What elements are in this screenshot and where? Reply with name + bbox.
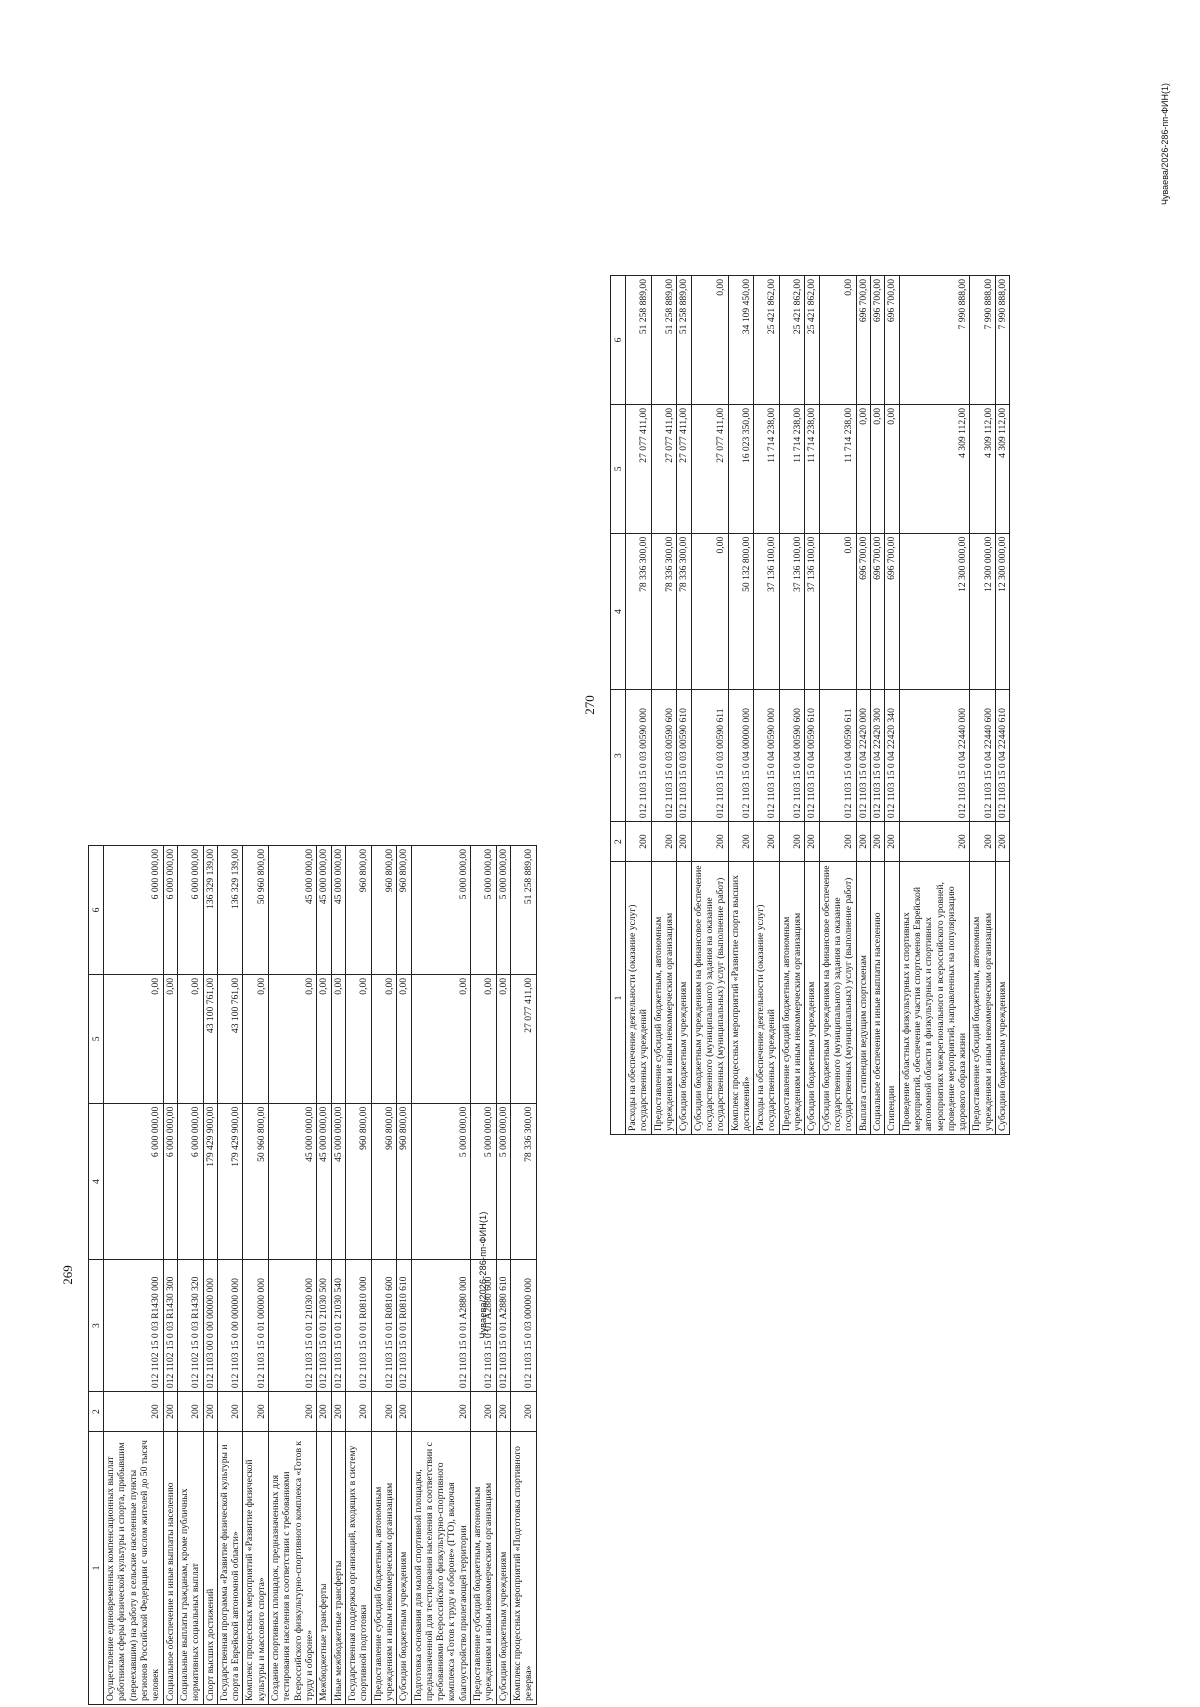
column-header: 4 [611, 533, 626, 689]
row-total-cell: 45 000 000,00 [317, 846, 331, 975]
table-row [677, 276, 691, 1135]
row-classification-cell: 012 1103 15 0 01 00000 000 [243, 1260, 269, 1392]
table-row [819, 276, 856, 1135]
row-amount-cell: 12 300 000,00 [899, 533, 970, 689]
row-code-cell: 200 [177, 1392, 203, 1432]
row-total-cell: 696 700,00 [885, 276, 899, 405]
page-number: 269 [60, 1265, 75, 1285]
row-change-cell: 11 714 238,00 [779, 404, 805, 533]
row-total-cell: 960 800,00 [345, 846, 371, 975]
row-change-cell: 0,00 [177, 974, 203, 1103]
table-row [996, 276, 1010, 1135]
row-classification-cell: 012 1103 15 0 04 00590 611 [819, 690, 856, 822]
row-total-cell: 5 000 000,00 [471, 846, 497, 975]
row-name-cell: Предоставление субсидий бюджетным, автономным учреждениям и иным некоммерческим организациям [779, 861, 805, 1134]
row-amount-cell: 0,00 [819, 533, 856, 689]
row-amount-cell: 12 300 000,00 [970, 533, 996, 689]
row-amount-cell: 960 800,00 [345, 1103, 371, 1259]
row-change-cell: 27 077 411,00 [511, 974, 537, 1103]
row-classification-cell: 012 1103 15 0 04 22440 610 [996, 690, 1010, 822]
row-total-cell: 7 990 888,00 [970, 276, 996, 405]
row-code-cell: 200 [856, 822, 870, 862]
row-change-cell: 0,00 [331, 974, 345, 1103]
row-classification-cell: 012 1103 00 0 00 00000 000 [203, 1260, 217, 1392]
row-total-cell: 7 990 888,00 [996, 276, 1010, 405]
row-code-cell: 200 [885, 822, 899, 862]
row-change-cell: 0,00 [317, 974, 331, 1103]
row-total-cell: 50 960 800,00 [243, 846, 269, 975]
row-name-cell: Создание спортивных площадок, предназначенных для тестирования населения в соответствии с требованиями Всероссийского физкультурно-спортивного комплекса «Готов к труду и обороне» [269, 1431, 317, 1704]
row-classification-cell: 012 1103 15 0 01 21030 000 [269, 1260, 317, 1392]
row-name-cell: Предоставление субсидий бюджетным, автономным учреждениям и иным некоммерческим организациям [970, 861, 996, 1134]
row-amount-cell: 5 000 000,00 [496, 1103, 510, 1259]
column-header: 2 [89, 1392, 104, 1432]
row-classification-cell: 012 1103 15 0 01 R0810 600 [371, 1260, 397, 1392]
table-row [626, 276, 652, 1135]
row-name-cell: Субсидии бюджетным учреждениям [677, 861, 691, 1134]
row-amount-cell: 6 000 000,00 [104, 1103, 164, 1259]
table-row [805, 276, 819, 1135]
row-name-cell: Субсидии бюджетным учреждениям [397, 1431, 411, 1704]
row-name-cell: Субсидии бюджетным учреждениям на финансовое обеспечение государственного (муниципального) задания на оказание государственных (муниципальных) услуг (выполнение работ) [819, 861, 856, 1134]
row-total-cell: 7 990 888,00 [899, 276, 970, 405]
row-change-cell: 0,00 [885, 404, 899, 533]
row-code-cell: 200 [243, 1392, 269, 1432]
table-header-row [89, 846, 104, 1705]
row-name-cell: Расходы на обеспечение деятельности (оказание услуг) государственных учреждений [754, 861, 780, 1134]
row-amount-cell: 696 700,00 [870, 533, 884, 689]
row-change-cell: 0,00 [269, 974, 317, 1103]
row-code-cell: 200 [163, 1392, 177, 1432]
table-row [411, 846, 471, 1705]
row-change-cell: 0,00 [345, 974, 371, 1103]
row-code-cell: 200 [805, 822, 819, 862]
row-amount-cell: 78 336 300,00 [651, 533, 677, 689]
row-amount-cell: 45 000 000,00 [269, 1103, 317, 1259]
row-name-cell: Выплата стипендии ведущим спортсменам [856, 861, 870, 1134]
table-row [754, 276, 780, 1135]
row-classification-cell: 012 1103 15 0 03 00000 000 [511, 1260, 537, 1392]
row-amount-cell: 5 000 000,00 [411, 1103, 471, 1259]
row-classification-cell: 012 1103 15 0 01 R0810 000 [345, 1260, 371, 1392]
row-amount-cell: 50 132 800,00 [728, 533, 754, 689]
row-total-cell: 136 329 139,00 [203, 846, 217, 975]
row-total-cell: 6 000 000,00 [104, 846, 164, 975]
row-name-cell: Субсидии бюджетным учреждениям [805, 861, 819, 1134]
row-total-cell: 51 258 889,00 [651, 276, 677, 405]
row-code-cell: 200 [317, 1392, 331, 1432]
row-code-cell: 200 [331, 1392, 345, 1432]
row-amount-cell: 37 136 100,00 [779, 533, 805, 689]
row-amount-cell: 78 336 300,00 [511, 1103, 537, 1259]
page-footer: Чуваева/2026-286-пп-ФИН(1) [478, 1211, 488, 1339]
row-name-cell: Спорт высших достижений [203, 1431, 217, 1704]
document-page-269 [60, 845, 535, 1705]
table-row [331, 846, 345, 1705]
row-code-cell: 200 [397, 1392, 411, 1432]
row-classification-cell: 012 1103 15 0 03 00590 610 [677, 690, 691, 822]
table-header-row [611, 276, 626, 1135]
row-total-cell: 51 258 889,00 [626, 276, 652, 405]
row-total-cell: 6 000 000,00 [177, 846, 203, 975]
row-classification-cell: 012 1103 15 0 01 21030 540 [331, 1260, 345, 1392]
column-header: 6 [611, 276, 626, 405]
row-change-cell: 11 714 238,00 [754, 404, 780, 533]
table-row [104, 846, 164, 1705]
column-header: 2 [611, 822, 626, 862]
row-classification-cell: 012 1103 15 0 01 R0810 610 [397, 1260, 411, 1392]
row-classification-cell: 012 1103 15 0 04 22440 600 [970, 690, 996, 822]
row-code-cell: 200 [203, 1392, 217, 1432]
row-total-cell: 6 000 000,00 [163, 846, 177, 975]
row-amount-cell: 0,00 [691, 533, 728, 689]
row-name-cell: Межбюджетные трансферты [317, 1431, 331, 1704]
row-amount-cell: 6 000 000,00 [177, 1103, 203, 1259]
table-row [870, 276, 884, 1135]
row-classification-cell: 012 1103 15 0 04 22440 000 [899, 690, 970, 822]
row-change-cell: 0,00 [104, 974, 164, 1103]
row-name-cell: Субсидии бюджетным учреждениям [496, 1431, 510, 1704]
row-amount-cell: 5 000 000,00 [471, 1103, 497, 1259]
row-total-cell: 34 109 450,00 [728, 276, 754, 405]
row-code-cell: 200 [511, 1392, 537, 1432]
row-amount-cell: 50 960 800,00 [243, 1103, 269, 1259]
row-code-cell: 200 [371, 1392, 397, 1432]
row-code-cell: 200 [870, 822, 884, 862]
row-classification-cell: 012 1103 15 0 03 00590 600 [651, 690, 677, 822]
row-total-cell: 696 700,00 [856, 276, 870, 405]
column-header: 5 [89, 974, 104, 1103]
row-classification-cell: 012 1103 15 0 04 00590 000 [754, 690, 780, 822]
row-change-cell: 16 023 350,00 [728, 404, 754, 533]
document-page-270 [582, 275, 1009, 1135]
budget-table [88, 845, 537, 1705]
row-code-cell: 200 [996, 822, 1010, 862]
row-total-cell: 25 421 862,00 [779, 276, 805, 405]
row-change-cell: 27 077 411,00 [626, 404, 652, 533]
row-code-cell: 200 [779, 822, 805, 862]
row-name-cell: Государственная программа «Развитие физической культуры и спорта в Еврейской автономной области» [217, 1431, 243, 1704]
row-amount-cell: 45 000 000,00 [331, 1103, 345, 1259]
row-name-cell: Субсидии бюджетным учреждениям [996, 861, 1010, 1134]
row-change-cell: 4 309 112,00 [996, 404, 1010, 533]
row-amount-cell: 696 700,00 [856, 533, 870, 689]
row-code-cell: 200 [104, 1392, 164, 1432]
row-change-cell: 11 714 238,00 [819, 404, 856, 533]
row-code-cell: 200 [626, 822, 652, 862]
row-name-cell: Комплекс процессных мероприятий «Развитие физической культуры и массового спорта» [243, 1431, 269, 1704]
row-code-cell: 200 [899, 822, 970, 862]
table-row [885, 276, 899, 1135]
row-amount-cell: 78 336 300,00 [677, 533, 691, 689]
row-code-cell: 200 [496, 1392, 510, 1432]
table-row [899, 276, 970, 1135]
row-change-cell: 0,00 [471, 974, 497, 1103]
row-total-cell: 45 000 000,00 [269, 846, 317, 975]
table-row [691, 276, 728, 1135]
table-row [728, 276, 754, 1135]
row-total-cell: 0,00 [691, 276, 728, 405]
table-row [177, 846, 203, 1705]
row-code-cell: 200 [411, 1392, 471, 1432]
row-name-cell: Комплекс процессных мероприятий «Подготовка спортивного резерва» [511, 1431, 537, 1704]
row-classification-cell: 012 1103 15 0 01 A2880 000 [411, 1260, 471, 1392]
row-amount-cell: 960 800,00 [397, 1103, 411, 1259]
table-row [511, 846, 537, 1705]
row-code-cell: 200 [754, 822, 780, 862]
row-change-cell: 0,00 [856, 404, 870, 533]
row-classification-cell: 012 1103 15 0 04 22420 300 [870, 690, 884, 822]
table-row [163, 846, 177, 1705]
row-amount-cell: 6 000 000,00 [163, 1103, 177, 1259]
row-classification-cell: 012 1103 15 0 01 A2880 610 [496, 1260, 510, 1392]
row-total-cell: 25 421 862,00 [805, 276, 819, 405]
table-row [217, 846, 243, 1705]
row-change-cell: 0,00 [163, 974, 177, 1103]
row-total-cell: 51 258 889,00 [511, 846, 537, 975]
row-classification-cell: 012 1103 15 0 01 21030 500 [317, 1260, 331, 1392]
column-header: 4 [89, 1103, 104, 1259]
row-amount-cell: 179 429 900,00 [217, 1103, 243, 1259]
row-change-cell: 43 100 761,00 [217, 974, 243, 1103]
row-name-cell: Расходы на обеспечение деятельности (оказание услуг) государственных учреждений [626, 861, 652, 1134]
row-classification-cell: 012 1103 15 0 04 00000 000 [728, 690, 754, 822]
table-row [269, 846, 317, 1705]
row-change-cell: 0,00 [243, 974, 269, 1103]
row-name-cell: Государственная поддержка организаций, входящих в систему спортивной подготовки [345, 1431, 371, 1704]
row-name-cell: Стипендии [885, 861, 899, 1134]
row-amount-cell: 12 300 000,00 [996, 533, 1010, 689]
row-name-cell: Субсидии бюджетным учреждениям на финансовое обеспечение государственного (муниципального) задания на оказание государственных (муниципальных) услуг (выполнение работ) [691, 861, 728, 1134]
row-name-cell: Предоставление субсидий бюджетным, автономным учреждениям и иным некоммерческим организациям [471, 1431, 497, 1704]
row-code-cell: 200 [345, 1392, 371, 1432]
row-classification-cell: 012 1103 15 0 04 00590 610 [805, 690, 819, 822]
row-total-cell: 960 800,00 [371, 846, 397, 975]
row-name-cell: Предоставление субсидий бюджетным, автономным учреждениям и иным некоммерческим организациям [371, 1431, 397, 1704]
row-name-cell: Предоставление субсидий бюджетным, автономным учреждениям и иным некоммерческим организациям [651, 861, 677, 1134]
column-header: 3 [611, 690, 626, 822]
column-header: 6 [89, 846, 104, 975]
row-code-cell: 200 [269, 1392, 317, 1432]
row-classification-cell: 012 1103 15 0 03 00590 611 [691, 690, 728, 822]
row-classification-cell: 012 1103 15 0 04 00590 600 [779, 690, 805, 822]
table-row [856, 276, 870, 1135]
table-row [397, 846, 411, 1705]
row-classification-cell: 012 1102 15 0 03 R1430 300 [163, 1260, 177, 1392]
row-total-cell: 51 258 889,00 [677, 276, 691, 405]
row-classification-cell: 012 1103 15 0 00 00000 000 [217, 1260, 243, 1392]
row-code-cell: 200 [651, 822, 677, 862]
table-row [651, 276, 677, 1135]
row-amount-cell: 78 336 300,00 [626, 533, 652, 689]
row-change-cell: 0,00 [397, 974, 411, 1103]
column-header: 1 [89, 1431, 104, 1704]
row-total-cell: 0,00 [819, 276, 856, 405]
row-total-cell: 45 000 000,00 [331, 846, 345, 975]
row-total-cell: 5 000 000,00 [411, 846, 471, 975]
row-code-cell: 200 [819, 822, 856, 862]
column-header: 3 [89, 1260, 104, 1392]
row-name-cell: Социальные выплаты гражданам, кроме публичных нормативных социальных выплат [177, 1431, 203, 1704]
budget-table [610, 275, 1010, 1135]
row-amount-cell: 37 136 100,00 [754, 533, 780, 689]
row-classification-cell: 012 1103 15 0 03 00590 000 [626, 690, 652, 822]
page-number: 270 [582, 695, 597, 715]
row-amount-cell: 179 429 900,00 [203, 1103, 217, 1259]
row-total-cell: 5 000 000,00 [496, 846, 510, 975]
row-change-cell: 4 309 112,00 [899, 404, 970, 533]
row-classification-cell: 012 1103 15 0 04 22420 340 [885, 690, 899, 822]
table-row [496, 846, 510, 1705]
row-amount-cell: 960 800,00 [371, 1103, 397, 1259]
row-total-cell: 25 421 862,00 [754, 276, 780, 405]
row-classification-cell: 012 1103 15 0 01 A2880 600 [471, 1260, 497, 1392]
column-header: 5 [611, 404, 626, 533]
row-amount-cell: 37 136 100,00 [805, 533, 819, 689]
row-classification-cell: 012 1102 15 0 03 R1430 000 [104, 1260, 164, 1392]
row-amount-cell: 696 700,00 [885, 533, 899, 689]
row-code-cell: 200 [677, 822, 691, 862]
table-row [970, 276, 996, 1135]
row-classification-cell: 012 1103 15 0 04 22420 000 [856, 690, 870, 822]
row-name-cell: Социальное обеспечение и иные выплаты населению [163, 1431, 177, 1704]
row-change-cell: 43 100 761,00 [203, 974, 217, 1103]
row-code-cell: 200 [728, 822, 754, 862]
page-footer: Чуваева/2026-286-пп-ФИН(1) [1160, 83, 1170, 205]
row-change-cell: 4 309 112,00 [970, 404, 996, 533]
table-row [203, 846, 217, 1705]
row-amount-cell: 45 000 000,00 [317, 1103, 331, 1259]
row-name-cell: Комплекс процессных мероприятий «Развитие спорта высших достижений» [728, 861, 754, 1134]
row-code-cell: 200 [217, 1392, 243, 1432]
row-change-cell: 0,00 [870, 404, 884, 533]
table-row [243, 846, 269, 1705]
table-row [317, 846, 331, 1705]
row-change-cell: 27 077 411,00 [651, 404, 677, 533]
row-change-cell: 0,00 [411, 974, 471, 1103]
row-change-cell: 11 714 238,00 [805, 404, 819, 533]
row-code-cell: 200 [970, 822, 996, 862]
column-header: 1 [611, 861, 626, 1134]
row-change-cell: 0,00 [496, 974, 510, 1103]
row-change-cell: 0,00 [371, 974, 397, 1103]
row-change-cell: 27 077 411,00 [677, 404, 691, 533]
row-total-cell: 136 329 139,00 [217, 846, 243, 975]
row-name-cell: Иные межбюджетные трансферты [331, 1431, 345, 1704]
row-total-cell: 696 700,00 [870, 276, 884, 405]
table-row [371, 846, 397, 1705]
row-code-cell: 200 [691, 822, 728, 862]
row-classification-cell: 012 1102 15 0 03 R1430 320 [177, 1260, 203, 1392]
table-row [779, 276, 805, 1135]
row-name-cell: Осуществление единовременных компенсационных выплат работникам сферы физической культуры и спорта, прибывшим (переехавшим) на работу в сельские населенные пункты регионов Российской Федерации с числом жителей до 50 тысяч человек [104, 1431, 164, 1704]
row-total-cell: 960 800,00 [397, 846, 411, 975]
row-name-cell: Подготовка основания для малой спортивной площадки, предназначенной для тестирования населения в соответствии с требованиями Всероссийского физкультурно-спортивного комплекса «Готов к труду и обороне» (ГТО), включая благоустройство прилегающей территории [411, 1431, 471, 1704]
row-name-cell: Социальное обеспечение и иные выплаты населению [870, 861, 884, 1134]
row-code-cell: 200 [471, 1392, 497, 1432]
row-name-cell: Проведение областных физкультурных и спортивных мероприятий, обеспечение участия спортсменов Еврейской автономной области в физкультурных и спортивных мероприятиях межрегионального и всероссийского уровней, проведение мероприятий, направленных на популяризацию здорового образа жизни [899, 861, 970, 1134]
row-change-cell: 27 077 411,00 [691, 404, 728, 533]
table-row [345, 846, 371, 1705]
